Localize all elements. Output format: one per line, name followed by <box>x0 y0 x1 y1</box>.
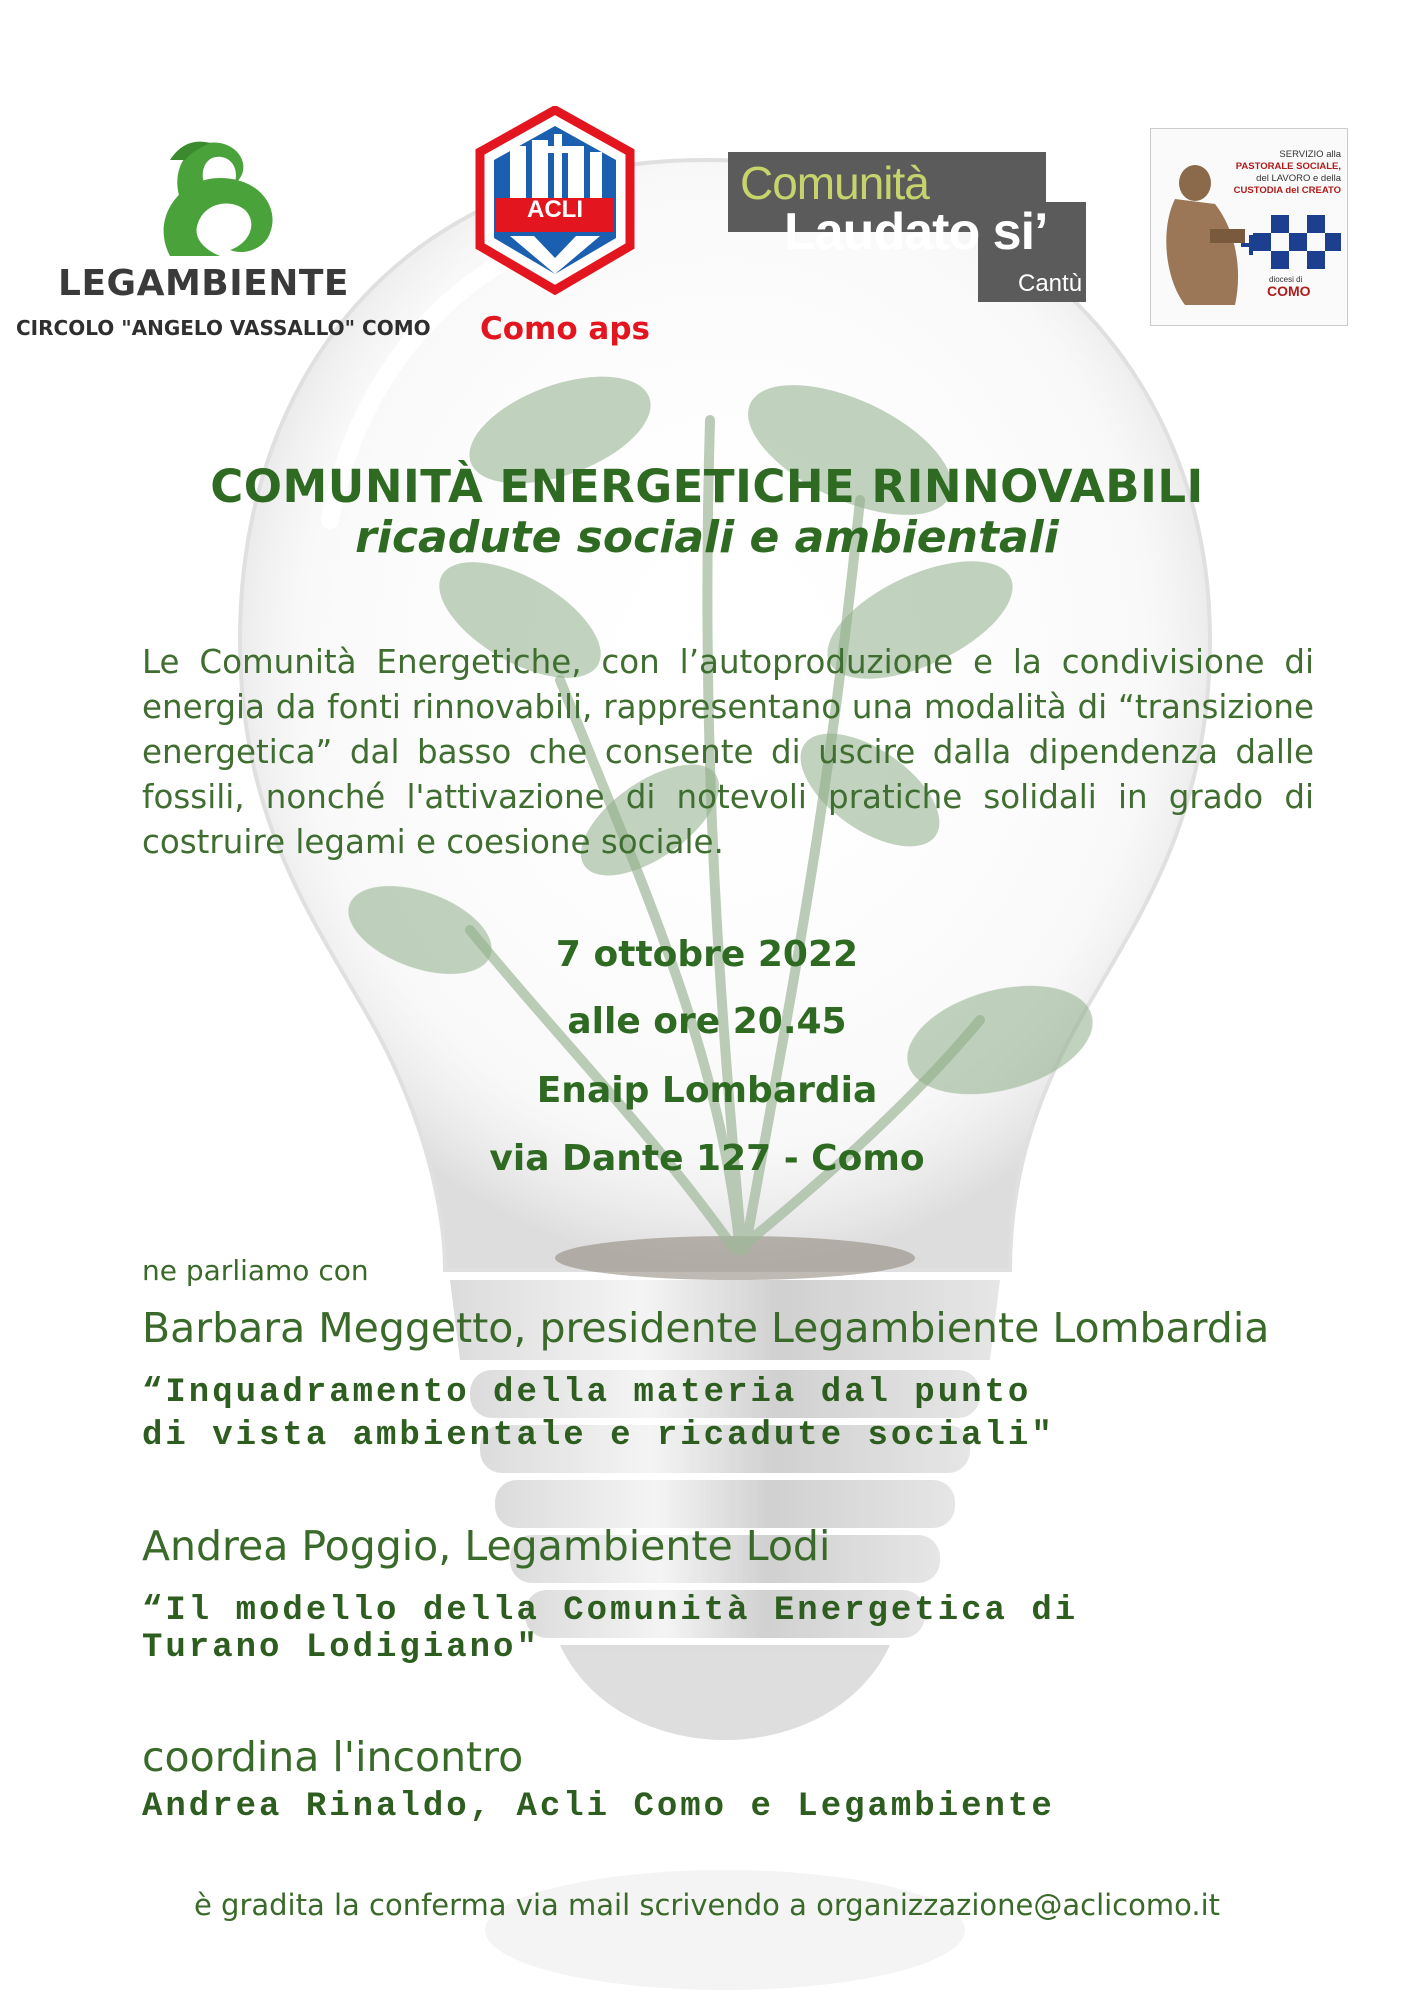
event-time: alle ore 20.45 <box>567 1001 847 1042</box>
diocesi-line-1: SERVIZIO alla <box>1279 149 1341 160</box>
speaker-2-talk-line-2: Turano Lodigiano" <box>142 1629 540 1667</box>
diocesi-como: COMO <box>1267 283 1311 299</box>
diocesi-line-3: del LAVORO e della <box>1256 173 1341 184</box>
speakers-intro: ne parliamo con <box>142 1254 369 1287</box>
speaker-2-name: Andrea Poggio, Legambiente Lodi <box>142 1522 831 1570</box>
poster-title: COMUNITÀ ENERGETICHE RINNOVABILI <box>210 460 1204 513</box>
diocesi-line-4: CUSTODIA del CREATO <box>1233 185 1341 196</box>
acli-name: ACLI <box>527 196 583 223</box>
moderator-label: coordina l'incontro <box>142 1733 524 1781</box>
speaker-1-talk-line-2: di vista ambientale e ricadute sociali" <box>142 1417 1055 1455</box>
speaker-2-talk-line-1: “Il modello della Comunità Energetica di <box>142 1592 1079 1630</box>
laudato-comunita: Comunità <box>740 157 929 209</box>
acli-logo <box>470 106 660 356</box>
speaker-1-talk-line-1: “Inquadramento della materia dal punto <box>142 1374 1032 1412</box>
moderator-name: Andrea Rinaldo, Acli Como e Legambiente <box>142 1788 1055 1826</box>
diocesi-text <box>1221 149 1341 197</box>
diocesi-como-logo <box>1150 128 1348 326</box>
swan-icon <box>150 138 290 256</box>
rsvp-footer: è gradita la conferma via mail scrivendo a organizzazione@aclicomo.it <box>193 1888 1221 1922</box>
legambiente-name: LEGAMBIENTE <box>58 263 349 304</box>
laudato-title: Laudato si’ <box>784 203 1048 261</box>
event-address: via Dante 127 - Como <box>489 1138 925 1179</box>
laudato-city: Cantù <box>1018 270 1083 297</box>
legambiente-logo <box>10 138 431 348</box>
intro-paragraph: Le Comunità Energetiche, con l’autoproduzione e la condivisione di energia da fonti rinnovabili, rappresentano una modalità di “transizione energetica” dal basso che consente di uscire dalla dipendenza dalle fossili, nonché l'attivazione di notevoli pratiche solidali in grado di costruire legami e coesione sociale. <box>142 643 1314 861</box>
speaker-1-name: Barbara Meggetto, presidente Legambiente Lombardia <box>142 1304 1270 1352</box>
legambiente-circolo: CIRCOLO "ANGELO VASSALLO" COMO <box>16 316 431 340</box>
diocesi-line-2: PASTORALE SOCIALE, <box>1235 161 1341 172</box>
acli-subtitle: Como aps <box>479 311 650 347</box>
poster-subtitle: ricadute sociali e ambientali <box>355 512 1059 563</box>
laudato-si-logo <box>728 152 1086 302</box>
event-venue: Enaip Lombardia <box>536 1070 878 1111</box>
event-date: 7 ottobre 2022 <box>555 934 859 975</box>
diocesi-small: diocesi di <box>1269 275 1303 284</box>
